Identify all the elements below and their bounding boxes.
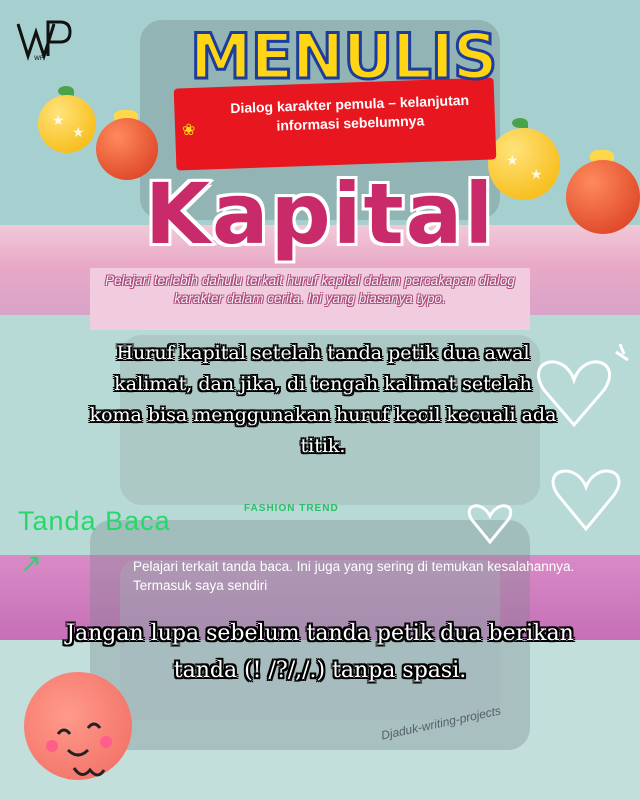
logo-icon (14, 16, 74, 62)
watermark: Djaduk-writing-projects (379, 703, 503, 743)
section-title-kapital: Kapital (144, 165, 496, 263)
section-intro-kapital: Pelajari terlebih dahulu terkait huruf kapital dalam percakapan dialog karakter dalam cerita. Ini yang biasanya typo. (105, 273, 515, 306)
ornament-icon (38, 95, 96, 153)
star-icon: ★ (506, 152, 519, 168)
star-icon: ★ (52, 112, 65, 128)
heart-icon (540, 455, 640, 545)
tagline: FASHION TREND (244, 503, 339, 514)
ornament-icon (566, 160, 640, 234)
section-body-kapital: Huruf kapital setelah tanda petik dua awal kalimat, dan jika, di tengah kalimat setelah koma bisa menggunakan huruf kecil kecuali ada titik. (89, 342, 557, 457)
page-title: MENULIS (190, 20, 497, 93)
star-icon: ★ (72, 124, 85, 140)
heart-icon (524, 340, 634, 440)
section-intro-tanda-baca: Pelajari terkait tanda baca. Ini juga yang sering di temukan kesalahannya. Termasuk saya sendiri (133, 559, 575, 593)
logo-text: WP (34, 55, 44, 62)
paw-icon: ❀ (182, 122, 196, 139)
leaf-icon (512, 118, 528, 128)
ribbon-text: Dialog karakter pemula – kelanjutan informasi sebelumnya (230, 91, 470, 134)
heart-icon (462, 498, 522, 553)
section-body-tanda-baca: Jangan lupa sebelum tanda petik dua berikan tanda (! /?/,/.) tanpa spasi. (66, 621, 574, 683)
section-title-tanda-baca: Tanda Baca (18, 506, 171, 536)
arrow-icon: ↗ (20, 548, 42, 578)
star-icon: ★ (530, 166, 543, 182)
smiley-face-icon (24, 672, 132, 800)
